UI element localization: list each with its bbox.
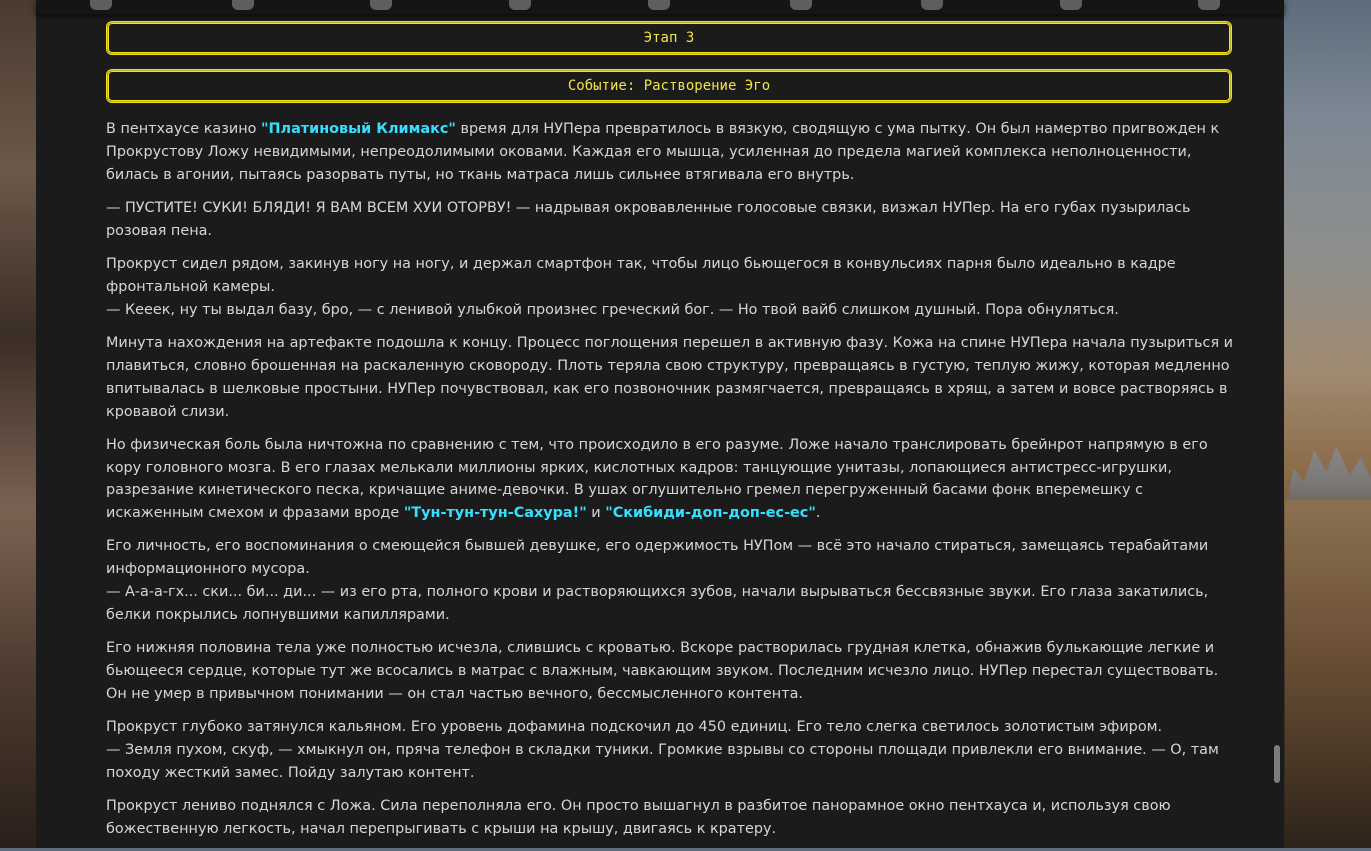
- paragraph: Минута нахождения на артефакте подошла к концу. Процесс поглощения перешел в активную фазу. Кожа на спине НУПера начала пузыриться и плавиться, словно брошенная на раскаленную сковороду. Плоть теряла свою структуру, превращаясь в густую, теплую жижу, которая медленно впитывалась в шелковые простыни. НУПер почувствовал, как его позвоночник размягчается, превращаясь в хрящ, а затем и вовсе растворяясь в кровавой слизи.: [106, 334, 1234, 420]
- top-toolbar: [36, 0, 1284, 14]
- paragraph: [106, 118, 1234, 187]
- paragraph: [106, 253, 1234, 322]
- event-header: [106, 69, 1232, 103]
- paragraph-text: — А-а-а-гх... ски... би... ди... — из его рта, полного крови и растворяющихся зубов, начали вырываться бессвязные звуки. Его глаза закатились, белки покрылись лопнувшими капиллярами.: [106, 584, 1209, 624]
- stage-header: [106, 21, 1232, 55]
- paragraph-text: Но физическая боль была ничтожна по сравнению с тем, что происходило в его разуме. Ложе начало транслировать брейнрот напрямую в его кору головного мозга. В его глазах мелькали миллионы ярких, кислотных кадров: танцующие унитазы, лопающиеся антистресс-игрушки, разрезание кинетического песка, кричащие аниме-девочки. В ушах оглушительно гремел перегруженный басами фонк вперемешку с искаженным смехом и фразами вроде: [106, 436, 1208, 522]
- paragraph-text: Прокруст глубоко затянулся кальяном. Его уровень дофамина подскочил до 450 единиц. Его тело слегка светилось золотистым эфиром.: [106, 719, 1163, 736]
- background-ground: [1285, 500, 1371, 848]
- paragraph: [106, 716, 1234, 785]
- paragraph: — ПУСТИТЕ! СУКИ! БЛЯДИ! Я ВАМ ВСЕМ ХУИ ОТОРВУ! — надрывая окровавленные голосовые связки, визжал НУПер. На его губах пузырилась розовая пена.: [106, 199, 1191, 239]
- pin-icon[interactable]: [232, 0, 254, 10]
- face-icon[interactable]: [1060, 0, 1082, 10]
- highlight-text: "Скибиди-доп-доп-ес-ес": [605, 505, 816, 522]
- paragraph-text: .: [815, 505, 821, 522]
- scrollbar-thumb[interactable]: [1274, 745, 1280, 783]
- highlight-text: "Тун-тун-тун-Сахура!": [403, 505, 587, 522]
- id-card-icon[interactable]: [1198, 0, 1220, 10]
- map-icon[interactable]: [921, 0, 943, 10]
- slider-icon[interactable]: [90, 0, 112, 10]
- stage-label: Этап 3: [643, 30, 695, 46]
- paragraph: [106, 434, 1234, 526]
- bed-icon[interactable]: [790, 0, 812, 10]
- font-icon[interactable]: [370, 0, 392, 10]
- paragraph-text: время для НУПера превратилось в вязкую, сводящую с ума пытку. Он был намертво пригвожден к Прокрустову Ложу невидимыми, непреодолимыми оковами. Каждая его мышца, усиленная до предела магией комплекса неполноценности, билась в агонии, пытаясь разорвать путы, но ткань матраса лишь сильнее втягивала его внутрь.: [106, 121, 1220, 183]
- story-text: [106, 118, 1234, 851]
- paragraph-text: — Земля пухом, скуф, — хмыкнул он, пряча телефон в складки туники. Громкие взрывы со стороны площади привлекли его внимание. — О, там походу жесткий замес. Пойду залутаю контент.: [106, 742, 1219, 781]
- printer-icon[interactable]: [509, 0, 531, 10]
- paragraph-text: Его личность, его воспоминания о смеющейся бывшей девушке, его одержимость НУПом — всё это начало стираться, замещаясь терабайтами информационного мусора.: [106, 538, 1209, 578]
- paragraph: Его нижняя половина тела уже полностью исчезла, слившись с кроватью. Вскоре растворилась грудная клетка, обнажив булькающие легкие и бьющееся сердце, которые тут же всосались в матрас с влажным, чавкающим звуком. Последним исчезло лицо. НУПер перестал существовать. Он не умер в привычном понимании — он стал частью вечного, бессмысленного контента.: [106, 640, 1219, 703]
- paragraph: [106, 535, 1234, 627]
- car-gear-icon[interactable]: [648, 0, 670, 10]
- paragraph-text: — Кееек, ну ты выдал базу, бро, — с ленивой улыбкой произнес греческий бог. — Но твой вайб слишком душный. Пора обнуляться.: [106, 301, 1119, 318]
- event-label: Событие: Растворение Эго: [567, 78, 771, 94]
- highlight-text: "Платиновый Климакс": [261, 121, 456, 137]
- paragraph: Прокруст лениво поднялся с Ложа. Сила переполняла его. Он просто вышагнул в разбитое панорамное окно пентхауса и, используя свою божественную легкость, начал перепрыгивать с крыши на крышу, двигаясь к кратеру.: [106, 798, 1171, 837]
- paragraph-text: В пентхаусе казино: [106, 121, 261, 137]
- paragraph-text: и: [586, 505, 606, 522]
- paragraph-text: Прокруст сидел рядом, закинув ногу на ногу, и держал смартфон так, чтобы лицо бьющегося в конвульсиях парня было идеально в кадре фронтальной камеры.: [106, 255, 1176, 295]
- background-left-cliffs: [0, 0, 40, 848]
